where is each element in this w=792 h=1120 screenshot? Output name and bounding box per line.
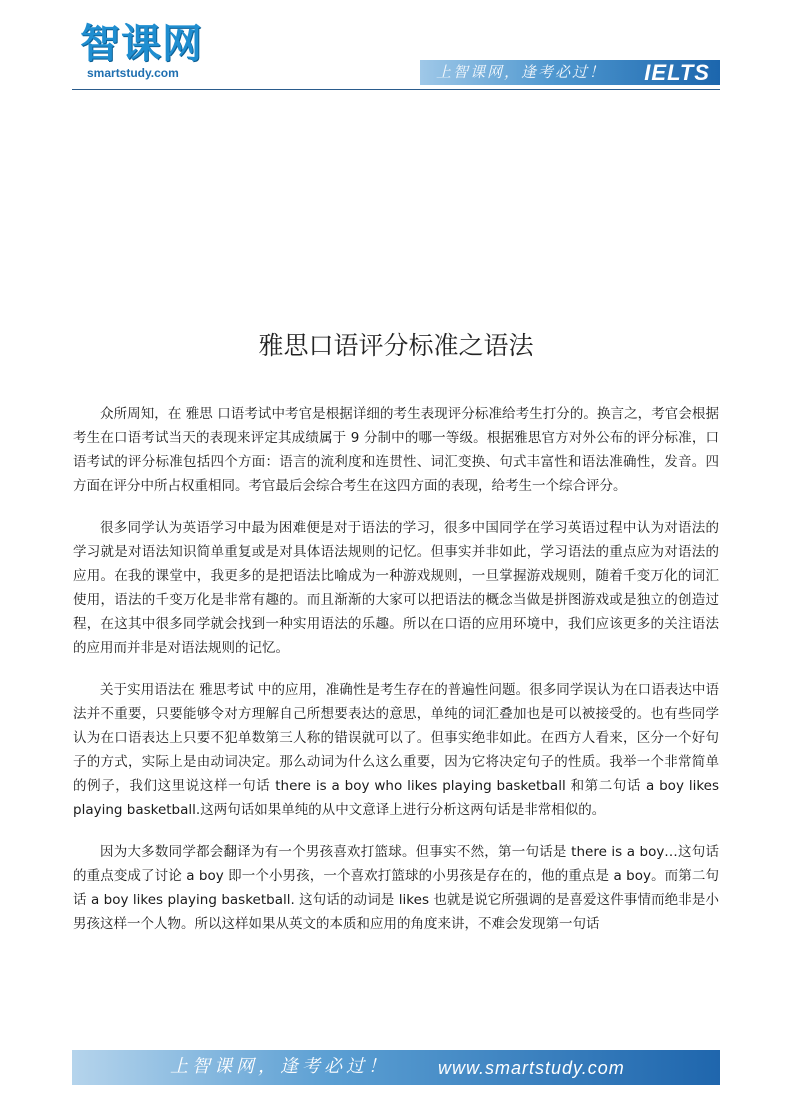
footer-url[interactable]: www.smartstudy.com (438, 1058, 625, 1078)
paragraph-1: 众所周知，在 雅思 口语考试中考官是根据详细的考生表现评分标准给考生打分的。换言之，考官会根据考生在口语考试当天的表现来评定其成绩属于 9 分制中的哪一等级。根据雅思官方对外公布的评分标准，口语考试的评分标准包括四个方面：语言的流利度和连贯性、词汇变换、句式丰富性和语法准确性，发音。四方面在评分中所占权重相同。考官最后会综合考生在这四方面的表现，给考生一个综合评分。 (73, 406, 719, 494)
footer-slogan: 上智课网，逢考必过！ (170, 1056, 390, 1077)
document-title: 雅思口语评分标准之语法 (258, 331, 534, 360)
paragraph-2: 很多同学认为英语学习中最为困难便是对于语法的学习，很多中国同学在学习英语过程中认为对语法的学习就是对语法知识简单重复或是对具体语法规则的记忆。但事实并非如此，学习语法的重点应为对语法的应用。在我的课堂中，我更多的是把语法比喻成为一种游戏规则，一旦掌握游戏规则，随着千变万化的词汇使用，语法的千变万化是非常有趣的。而且渐渐的大家可以把语法的概念当做是拼图游戏或是独立的创造过程，在这其中很多同学就会找到一种实用语法的乐趣。所以在口语的应用环境中，我们应该更多的关注语法的应用而并非是对语法规则的记忆。 (73, 520, 719, 656)
document-body (73, 402, 719, 954)
logo-text: 智课网 (80, 21, 203, 67)
paragraph-3: 关于实用语法在 雅思考试 中的应用，准确性是考生存在的普遍性问题。很多同学误认为在口语表达中语法并不重要，只要能够令对方理解自己所想要表达的意思，单纯的词汇叠加也是可以被接受的。也有些同学认为在口语表达上只要不犯单数第三人称的错误就可以了。但事实绝非如此。在西方人看来，区分一个好句子的方式，实际上是由动词决定。那么动词为什么这么重要，因为它将决定句子的性质。我举一个非常简单的例子，我们这里说这样一句话 there is a boy who likes playing basketball 和第二句话 a boy likes playing basketball.这两句话如果单纯的从中文意译上进行分析这两句话是非常相似的。 (73, 682, 719, 818)
page-header (0, 0, 792, 100)
logo-url: smartstudy.com (87, 66, 179, 80)
header-banner (420, 60, 720, 85)
header-divider (72, 89, 720, 90)
ielts-badge: IELTS (644, 60, 710, 85)
header-slogan: 上智课网，逢考必过！ (436, 63, 607, 81)
smartstudy-logo[interactable] (80, 22, 220, 84)
page-footer-banner (72, 1050, 720, 1085)
paragraph-4: 因为大多数同学都会翻译为有一个男孩喜欢打篮球。但事实不然，第一句话是 there is a boy…这句话的重点变成了讨论 a boy 即一个小男孩，一个喜欢打篮球的小男孩是存在的，他的重点是 a boy。而第二句话 a boy likes playing basketball. 这句话的动词是 likes 也就是说它所强调的是喜爱这件事情而绝非是小男孩这样一个人物。所以这样如果从英文的本质和应用的角度来讲，不难会发现第一句话 (73, 844, 719, 932)
